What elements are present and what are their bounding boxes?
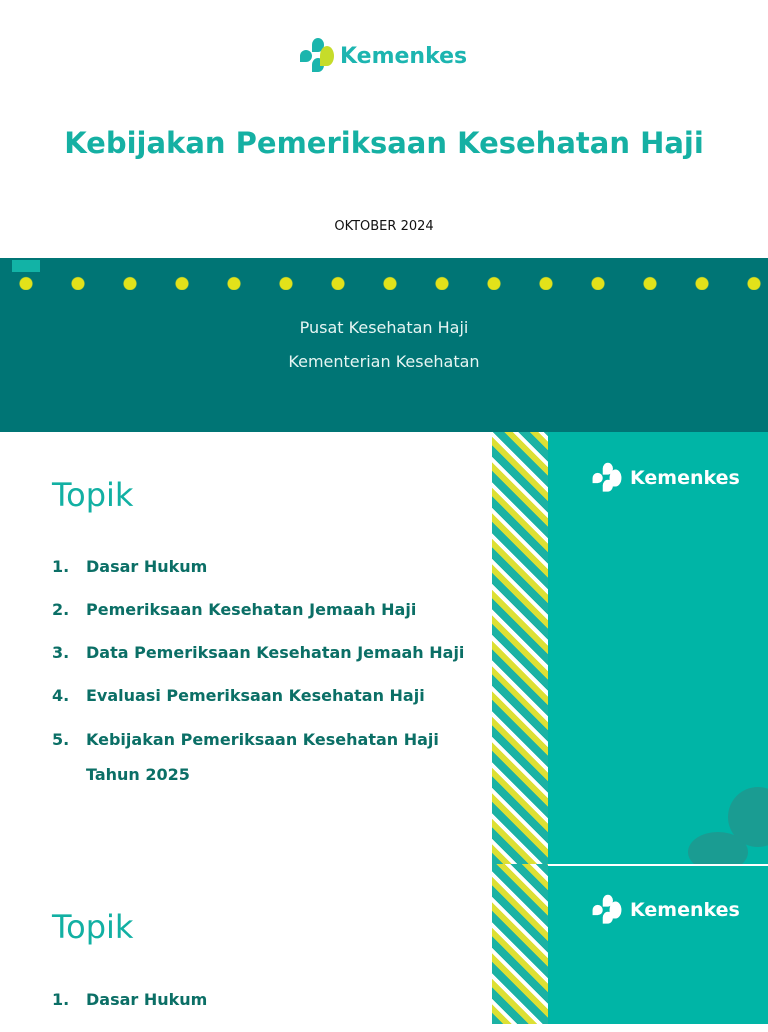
kemenkes-logo: Kemenkes xyxy=(590,892,740,928)
org-line1: Pusat Kesehatan Haji xyxy=(299,318,469,337)
kemenkes-logo xyxy=(300,38,467,74)
topic-list xyxy=(52,556,492,813)
ornament-border xyxy=(0,258,768,290)
logo-text: Kemenkes xyxy=(340,43,468,69)
list-item: 5. Kebijakan Pemeriksaan Kesehatan Haji Tahun 2025 xyxy=(52,730,439,784)
ornament-column xyxy=(492,864,548,1024)
list-item: 3. Data Pemeriksaan Kesehatan Jemaah Haji xyxy=(52,643,465,662)
kemenkes-logo-icon xyxy=(593,895,622,926)
side-panel xyxy=(548,432,768,864)
org-line2: Kementerian Kesehatan xyxy=(288,352,480,371)
list-item: 1. Dasar Hukum xyxy=(52,990,208,1009)
list-item: 2. Pemeriksaan Kesehatan Jemaah Haji xyxy=(52,600,417,619)
topic-list xyxy=(52,989,492,1032)
side-panel xyxy=(548,866,768,1024)
section-heading: Topik xyxy=(52,908,134,946)
kemenkes-logo-icon xyxy=(300,38,334,74)
ornament-column xyxy=(492,432,548,864)
kemenkes-logo-icon xyxy=(593,463,622,494)
list-item: 1. Dasar Hukum xyxy=(52,557,208,576)
section-heading: Topik xyxy=(52,476,134,514)
kemenkes-logo: Kemenkes xyxy=(590,460,740,496)
list-item: 4. Evaluasi Pemeriksaan Kesehatan Haji xyxy=(52,686,425,705)
date: OKTOBER 2024 xyxy=(334,219,434,234)
page-title: Kebijakan Pemeriksaan Kesehatan Haji xyxy=(64,126,704,160)
